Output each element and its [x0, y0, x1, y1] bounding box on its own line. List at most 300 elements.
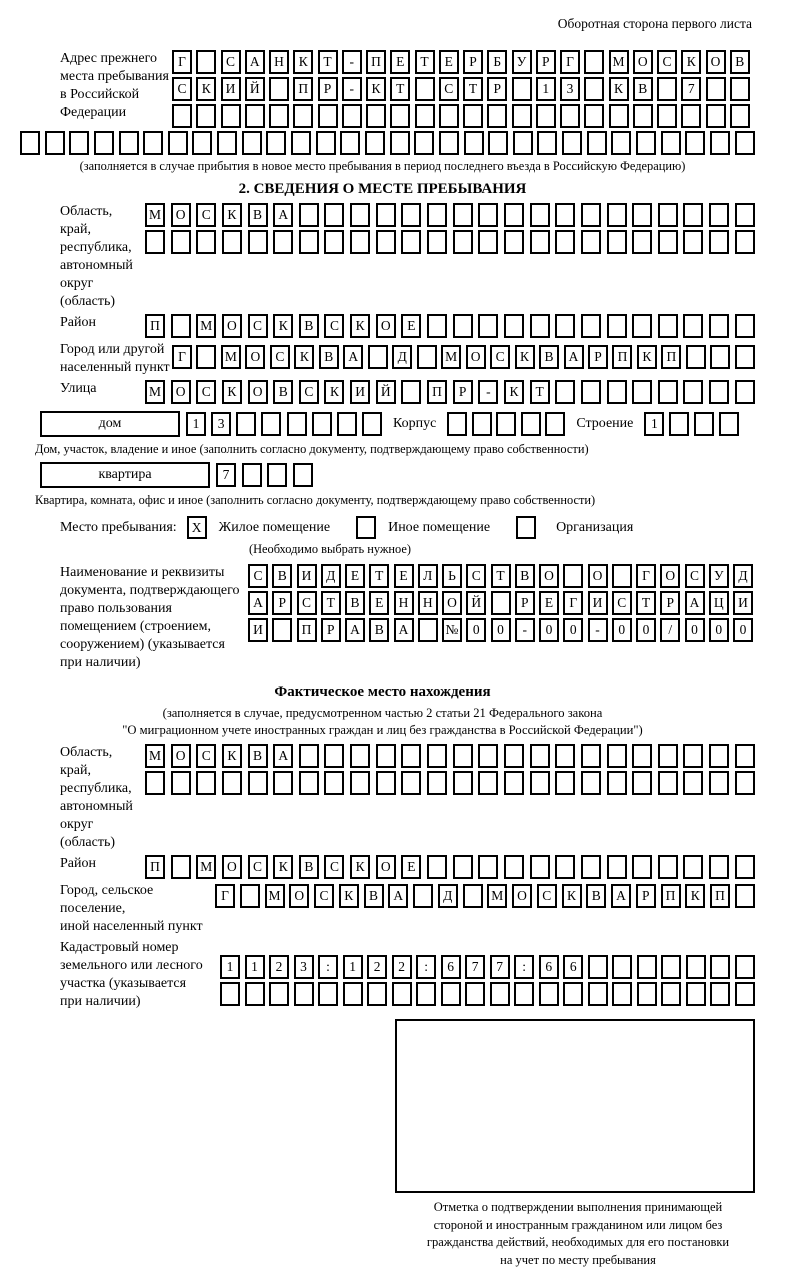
char-cell[interactable]: Д: [321, 564, 341, 588]
char-cell[interactable]: [240, 884, 260, 908]
char-cell[interactable]: [427, 744, 447, 768]
char-cell[interactable]: С: [196, 744, 216, 768]
char-cell[interactable]: [478, 855, 498, 879]
char-cell[interactable]: [562, 131, 582, 155]
char-cell[interactable]: [530, 744, 550, 768]
char-cell[interactable]: [683, 744, 703, 768]
char-cell[interactable]: [632, 230, 652, 254]
char-cell[interactable]: [521, 412, 541, 436]
char-cell[interactable]: [45, 131, 65, 155]
char-cell[interactable]: О: [222, 314, 242, 338]
char-cell[interactable]: С: [221, 50, 241, 74]
char-cell[interactable]: А: [394, 618, 414, 642]
char-cell[interactable]: [706, 77, 726, 101]
char-cell[interactable]: [607, 744, 627, 768]
char-cell[interactable]: [710, 982, 730, 1006]
char-cell[interactable]: [581, 203, 601, 227]
char-cell[interactable]: [609, 104, 629, 128]
char-cell[interactable]: П: [145, 855, 165, 879]
char-cell[interactable]: Е: [345, 564, 365, 588]
char-cell[interactable]: -: [588, 618, 608, 642]
char-cell[interactable]: С: [196, 380, 216, 404]
char-cell[interactable]: [719, 412, 739, 436]
char-cell[interactable]: [709, 203, 729, 227]
char-cell[interactable]: В: [273, 380, 293, 404]
char-cell[interactable]: [685, 131, 705, 155]
char-cell[interactable]: [376, 203, 396, 227]
char-cell[interactable]: 0: [685, 618, 705, 642]
char-cell[interactable]: 1: [644, 412, 664, 436]
char-cell[interactable]: К: [293, 50, 313, 74]
char-cell[interactable]: [487, 104, 507, 128]
char-cell[interactable]: [661, 131, 681, 155]
char-cell[interactable]: Т: [318, 50, 338, 74]
char-cell[interactable]: [478, 314, 498, 338]
char-cell[interactable]: С: [657, 50, 677, 74]
char-cell[interactable]: 1: [220, 955, 240, 979]
char-cell[interactable]: [294, 982, 314, 1006]
char-cell[interactable]: 0: [709, 618, 729, 642]
char-cell[interactable]: [588, 955, 608, 979]
char-cell[interactable]: :: [416, 955, 436, 979]
char-cell[interactable]: С: [196, 203, 216, 227]
char-cell[interactable]: [632, 380, 652, 404]
char-cell[interactable]: [248, 771, 268, 795]
char-cell[interactable]: [637, 955, 657, 979]
char-cell[interactable]: 6: [563, 955, 583, 979]
char-cell[interactable]: [612, 955, 632, 979]
char-cell[interactable]: [414, 131, 434, 155]
char-cell[interactable]: [273, 771, 293, 795]
char-cell[interactable]: [530, 855, 550, 879]
char-cell[interactable]: [612, 982, 632, 1006]
char-cell[interactable]: [376, 744, 396, 768]
char-cell[interactable]: [632, 771, 652, 795]
char-cell[interactable]: И: [297, 564, 317, 588]
char-cell[interactable]: [245, 982, 265, 1006]
char-cell[interactable]: [427, 203, 447, 227]
char-cell[interactable]: -: [342, 77, 362, 101]
char-cell[interactable]: [694, 412, 714, 436]
char-cell[interactable]: [588, 982, 608, 1006]
char-cell[interactable]: [710, 131, 730, 155]
char-cell[interactable]: О: [660, 564, 680, 588]
char-cell[interactable]: [376, 771, 396, 795]
char-cell[interactable]: [637, 982, 657, 1006]
char-cell[interactable]: С: [324, 855, 344, 879]
char-cell[interactable]: [730, 77, 750, 101]
char-cell[interactable]: Г: [172, 345, 192, 369]
char-cell[interactable]: [464, 131, 484, 155]
char-cell[interactable]: 2: [367, 955, 387, 979]
char-cell[interactable]: [658, 855, 678, 879]
char-cell[interactable]: А: [685, 591, 705, 615]
char-cell[interactable]: [478, 230, 498, 254]
char-cell[interactable]: [427, 314, 447, 338]
char-cell[interactable]: [706, 104, 726, 128]
char-cell[interactable]: М: [145, 744, 165, 768]
char-cell[interactable]: [463, 104, 483, 128]
char-cell[interactable]: [669, 412, 689, 436]
char-cell[interactable]: Е: [439, 50, 459, 74]
char-cell[interactable]: В: [364, 884, 384, 908]
char-cell[interactable]: [368, 345, 388, 369]
char-cell[interactable]: 1: [343, 955, 363, 979]
char-cell[interactable]: [171, 855, 191, 879]
char-cell[interactable]: [563, 564, 583, 588]
char-cell[interactable]: Р: [321, 618, 341, 642]
char-cell[interactable]: [418, 618, 438, 642]
char-cell[interactable]: Т: [491, 564, 511, 588]
char-cell[interactable]: М: [196, 855, 216, 879]
char-cell[interactable]: Р: [515, 591, 535, 615]
char-cell[interactable]: К: [685, 884, 705, 908]
char-cell[interactable]: [401, 744, 421, 768]
char-cell[interactable]: [607, 380, 627, 404]
char-cell[interactable]: К: [222, 744, 242, 768]
char-cell[interactable]: Р: [536, 50, 556, 74]
char-cell[interactable]: [365, 131, 385, 155]
char-cell[interactable]: 3: [560, 77, 580, 101]
char-cell[interactable]: [269, 104, 289, 128]
char-cell[interactable]: [465, 982, 485, 1006]
char-cell[interactable]: [69, 131, 89, 155]
char-cell[interactable]: [362, 412, 382, 436]
char-cell[interactable]: А: [273, 744, 293, 768]
char-cell[interactable]: [401, 230, 421, 254]
char-cell[interactable]: П: [661, 345, 681, 369]
char-cell[interactable]: О: [706, 50, 726, 74]
char-cell[interactable]: Д: [733, 564, 753, 588]
char-cell[interactable]: Ц: [709, 591, 729, 615]
char-cell[interactable]: В: [515, 564, 535, 588]
char-cell[interactable]: С: [248, 314, 268, 338]
char-cell[interactable]: [632, 744, 652, 768]
char-cell[interactable]: С: [537, 884, 557, 908]
char-cell[interactable]: Р: [660, 591, 680, 615]
char-cell[interactable]: П: [710, 884, 730, 908]
char-cell[interactable]: [658, 203, 678, 227]
residential-checkbox[interactable]: X: [187, 516, 207, 539]
char-cell[interactable]: Г: [172, 50, 192, 74]
char-cell[interactable]: [245, 104, 265, 128]
char-cell[interactable]: [119, 131, 139, 155]
char-cell[interactable]: К: [350, 855, 370, 879]
char-cell[interactable]: А: [248, 591, 268, 615]
char-cell[interactable]: [512, 104, 532, 128]
char-cell[interactable]: Т: [390, 77, 410, 101]
char-cell[interactable]: [581, 314, 601, 338]
char-cell[interactable]: [657, 104, 677, 128]
char-cell[interactable]: [530, 203, 550, 227]
char-cell[interactable]: [584, 50, 604, 74]
char-cell[interactable]: [390, 131, 410, 155]
char-cell[interactable]: С: [248, 564, 268, 588]
char-cell[interactable]: [636, 131, 656, 155]
char-cell[interactable]: [607, 314, 627, 338]
char-cell[interactable]: 6: [441, 955, 461, 979]
char-cell[interactable]: Г: [636, 564, 656, 588]
char-cell[interactable]: Р: [453, 380, 473, 404]
char-cell[interactable]: [415, 77, 435, 101]
char-cell[interactable]: [350, 230, 370, 254]
char-cell[interactable]: [709, 744, 729, 768]
char-cell[interactable]: К: [681, 50, 701, 74]
char-cell[interactable]: В: [730, 50, 750, 74]
char-cell[interactable]: К: [294, 345, 314, 369]
char-cell[interactable]: А: [343, 345, 363, 369]
char-cell[interactable]: 1: [186, 412, 206, 436]
char-cell[interactable]: [504, 855, 524, 879]
char-cell[interactable]: [555, 744, 575, 768]
char-cell[interactable]: 0: [466, 618, 486, 642]
char-cell[interactable]: В: [299, 314, 319, 338]
char-cell[interactable]: О: [512, 884, 532, 908]
organization-checkbox[interactable]: [516, 516, 536, 539]
char-cell[interactable]: [581, 380, 601, 404]
char-cell[interactable]: [287, 412, 307, 436]
char-cell[interactable]: И: [248, 618, 268, 642]
char-cell[interactable]: П: [145, 314, 165, 338]
char-cell[interactable]: Г: [563, 591, 583, 615]
char-cell[interactable]: [478, 771, 498, 795]
char-cell[interactable]: [584, 77, 604, 101]
char-cell[interactable]: [196, 230, 216, 254]
char-cell[interactable]: [439, 131, 459, 155]
char-cell[interactable]: В: [248, 744, 268, 768]
char-cell[interactable]: [324, 230, 344, 254]
char-cell[interactable]: [735, 771, 755, 795]
char-cell[interactable]: Н: [394, 591, 414, 615]
char-cell[interactable]: [453, 744, 473, 768]
char-cell[interactable]: [171, 230, 191, 254]
char-cell[interactable]: [401, 380, 421, 404]
char-cell[interactable]: [710, 955, 730, 979]
char-cell[interactable]: [392, 982, 412, 1006]
char-cell[interactable]: К: [609, 77, 629, 101]
char-cell[interactable]: Е: [539, 591, 559, 615]
char-cell[interactable]: В: [345, 591, 365, 615]
char-cell[interactable]: [217, 131, 237, 155]
char-cell[interactable]: [318, 104, 338, 128]
char-cell[interactable]: 6: [539, 955, 559, 979]
char-cell[interactable]: П: [612, 345, 632, 369]
char-cell[interactable]: К: [222, 203, 242, 227]
char-cell[interactable]: [453, 230, 473, 254]
char-cell[interactable]: [171, 314, 191, 338]
char-cell[interactable]: [555, 203, 575, 227]
char-cell[interactable]: П: [366, 50, 386, 74]
char-cell[interactable]: Г: [560, 50, 580, 74]
char-cell[interactable]: Р: [318, 77, 338, 101]
char-cell[interactable]: [504, 744, 524, 768]
char-cell[interactable]: [266, 131, 286, 155]
char-cell[interactable]: С: [299, 380, 319, 404]
char-cell[interactable]: С: [314, 884, 334, 908]
char-cell[interactable]: [735, 744, 755, 768]
char-cell[interactable]: [299, 744, 319, 768]
char-cell[interactable]: И: [588, 591, 608, 615]
char-cell[interactable]: [350, 744, 370, 768]
char-cell[interactable]: [427, 771, 447, 795]
char-cell[interactable]: Е: [394, 564, 414, 588]
char-cell[interactable]: [512, 77, 532, 101]
char-cell[interactable]: Р: [463, 50, 483, 74]
char-cell[interactable]: О: [248, 380, 268, 404]
char-cell[interactable]: [611, 131, 631, 155]
char-cell[interactable]: С: [270, 345, 290, 369]
char-cell[interactable]: 0: [563, 618, 583, 642]
char-cell[interactable]: Й: [376, 380, 396, 404]
char-cell[interactable]: Р: [272, 591, 292, 615]
char-cell[interactable]: О: [289, 884, 309, 908]
char-cell[interactable]: [343, 982, 363, 1006]
char-cell[interactable]: С: [466, 564, 486, 588]
char-cell[interactable]: [539, 982, 559, 1006]
char-cell[interactable]: П: [293, 77, 313, 101]
char-cell[interactable]: [143, 131, 163, 155]
other-premises-checkbox[interactable]: [356, 516, 376, 539]
char-cell[interactable]: [607, 230, 627, 254]
char-cell[interactable]: [94, 131, 114, 155]
char-cell[interactable]: М: [145, 380, 165, 404]
char-cell[interactable]: Б: [487, 50, 507, 74]
char-cell[interactable]: [584, 104, 604, 128]
char-cell[interactable]: О: [171, 203, 191, 227]
char-cell[interactable]: [730, 104, 750, 128]
char-cell[interactable]: Т: [530, 380, 550, 404]
char-cell[interactable]: [267, 463, 287, 487]
char-cell[interactable]: [555, 855, 575, 879]
char-cell[interactable]: [447, 412, 467, 436]
char-cell[interactable]: [657, 77, 677, 101]
char-cell[interactable]: [581, 771, 601, 795]
char-cell[interactable]: [293, 104, 313, 128]
char-cell[interactable]: 0: [612, 618, 632, 642]
char-cell[interactable]: В: [248, 203, 268, 227]
char-cell[interactable]: 0: [636, 618, 656, 642]
char-cell[interactable]: [490, 982, 510, 1006]
char-cell[interactable]: 1: [245, 955, 265, 979]
char-cell[interactable]: К: [273, 855, 293, 879]
char-cell[interactable]: Ь: [442, 564, 462, 588]
char-cell[interactable]: [291, 131, 311, 155]
char-cell[interactable]: 3: [294, 955, 314, 979]
char-cell[interactable]: [735, 230, 755, 254]
char-cell[interactable]: [513, 131, 533, 155]
char-cell[interactable]: [293, 463, 313, 487]
char-cell[interactable]: У: [512, 50, 532, 74]
char-cell[interactable]: 2: [392, 955, 412, 979]
char-cell[interactable]: [220, 982, 240, 1006]
char-cell[interactable]: [683, 314, 703, 338]
char-cell[interactable]: [545, 412, 565, 436]
char-cell[interactable]: [683, 380, 703, 404]
char-cell[interactable]: [145, 771, 165, 795]
char-cell[interactable]: [530, 771, 550, 795]
char-cell[interactable]: [555, 230, 575, 254]
char-cell[interactable]: 1: [536, 77, 556, 101]
char-cell[interactable]: [683, 203, 703, 227]
char-cell[interactable]: И: [733, 591, 753, 615]
char-cell[interactable]: [248, 230, 268, 254]
char-cell[interactable]: [366, 104, 386, 128]
char-cell[interactable]: М: [487, 884, 507, 908]
char-cell[interactable]: [439, 104, 459, 128]
char-cell[interactable]: [350, 771, 370, 795]
char-cell[interactable]: А: [611, 884, 631, 908]
char-cell[interactable]: [612, 564, 632, 588]
char-cell[interactable]: Д: [438, 884, 458, 908]
char-cell[interactable]: [376, 230, 396, 254]
char-cell[interactable]: [340, 131, 360, 155]
char-cell[interactable]: [555, 380, 575, 404]
char-cell[interactable]: [709, 230, 729, 254]
char-cell[interactable]: [342, 104, 362, 128]
char-cell[interactable]: [686, 955, 706, 979]
char-cell[interactable]: [658, 380, 678, 404]
char-cell[interactable]: [491, 591, 511, 615]
char-cell[interactable]: [709, 855, 729, 879]
char-cell[interactable]: -: [342, 50, 362, 74]
char-cell[interactable]: [633, 104, 653, 128]
char-cell[interactable]: О: [442, 591, 462, 615]
char-cell[interactable]: [453, 771, 473, 795]
char-cell[interactable]: В: [272, 564, 292, 588]
char-cell[interactable]: О: [633, 50, 653, 74]
char-cell[interactable]: [413, 884, 433, 908]
char-cell[interactable]: [192, 131, 212, 155]
char-cell[interactable]: О: [466, 345, 486, 369]
char-cell[interactable]: И: [350, 380, 370, 404]
char-cell[interactable]: А: [564, 345, 584, 369]
char-cell[interactable]: Л: [418, 564, 438, 588]
char-cell[interactable]: -: [478, 380, 498, 404]
char-cell[interactable]: М: [196, 314, 216, 338]
char-cell[interactable]: Т: [636, 591, 656, 615]
char-cell[interactable]: Й: [466, 591, 486, 615]
char-cell[interactable]: К: [637, 345, 657, 369]
char-cell[interactable]: [735, 982, 755, 1006]
char-cell[interactable]: [658, 230, 678, 254]
char-cell[interactable]: [735, 884, 755, 908]
char-cell[interactable]: [196, 50, 216, 74]
char-cell[interactable]: [536, 104, 556, 128]
char-cell[interactable]: Р: [636, 884, 656, 908]
char-cell[interactable]: [299, 203, 319, 227]
char-cell[interactable]: И: [221, 77, 241, 101]
char-cell[interactable]: 7: [465, 955, 485, 979]
char-cell[interactable]: Т: [463, 77, 483, 101]
char-cell[interactable]: К: [196, 77, 216, 101]
char-cell[interactable]: [272, 618, 292, 642]
char-cell[interactable]: К: [324, 380, 344, 404]
char-cell[interactable]: [222, 771, 242, 795]
char-cell[interactable]: [735, 380, 755, 404]
char-cell[interactable]: Н: [269, 50, 289, 74]
char-cell[interactable]: [236, 412, 256, 436]
char-cell[interactable]: [537, 131, 557, 155]
char-cell[interactable]: [171, 771, 191, 795]
char-cell[interactable]: [607, 771, 627, 795]
char-cell[interactable]: [683, 855, 703, 879]
char-cell[interactable]: [658, 771, 678, 795]
char-cell[interactable]: [632, 855, 652, 879]
char-cell[interactable]: А: [345, 618, 365, 642]
char-cell[interactable]: [318, 982, 338, 1006]
char-cell[interactable]: [299, 230, 319, 254]
char-cell[interactable]: К: [366, 77, 386, 101]
